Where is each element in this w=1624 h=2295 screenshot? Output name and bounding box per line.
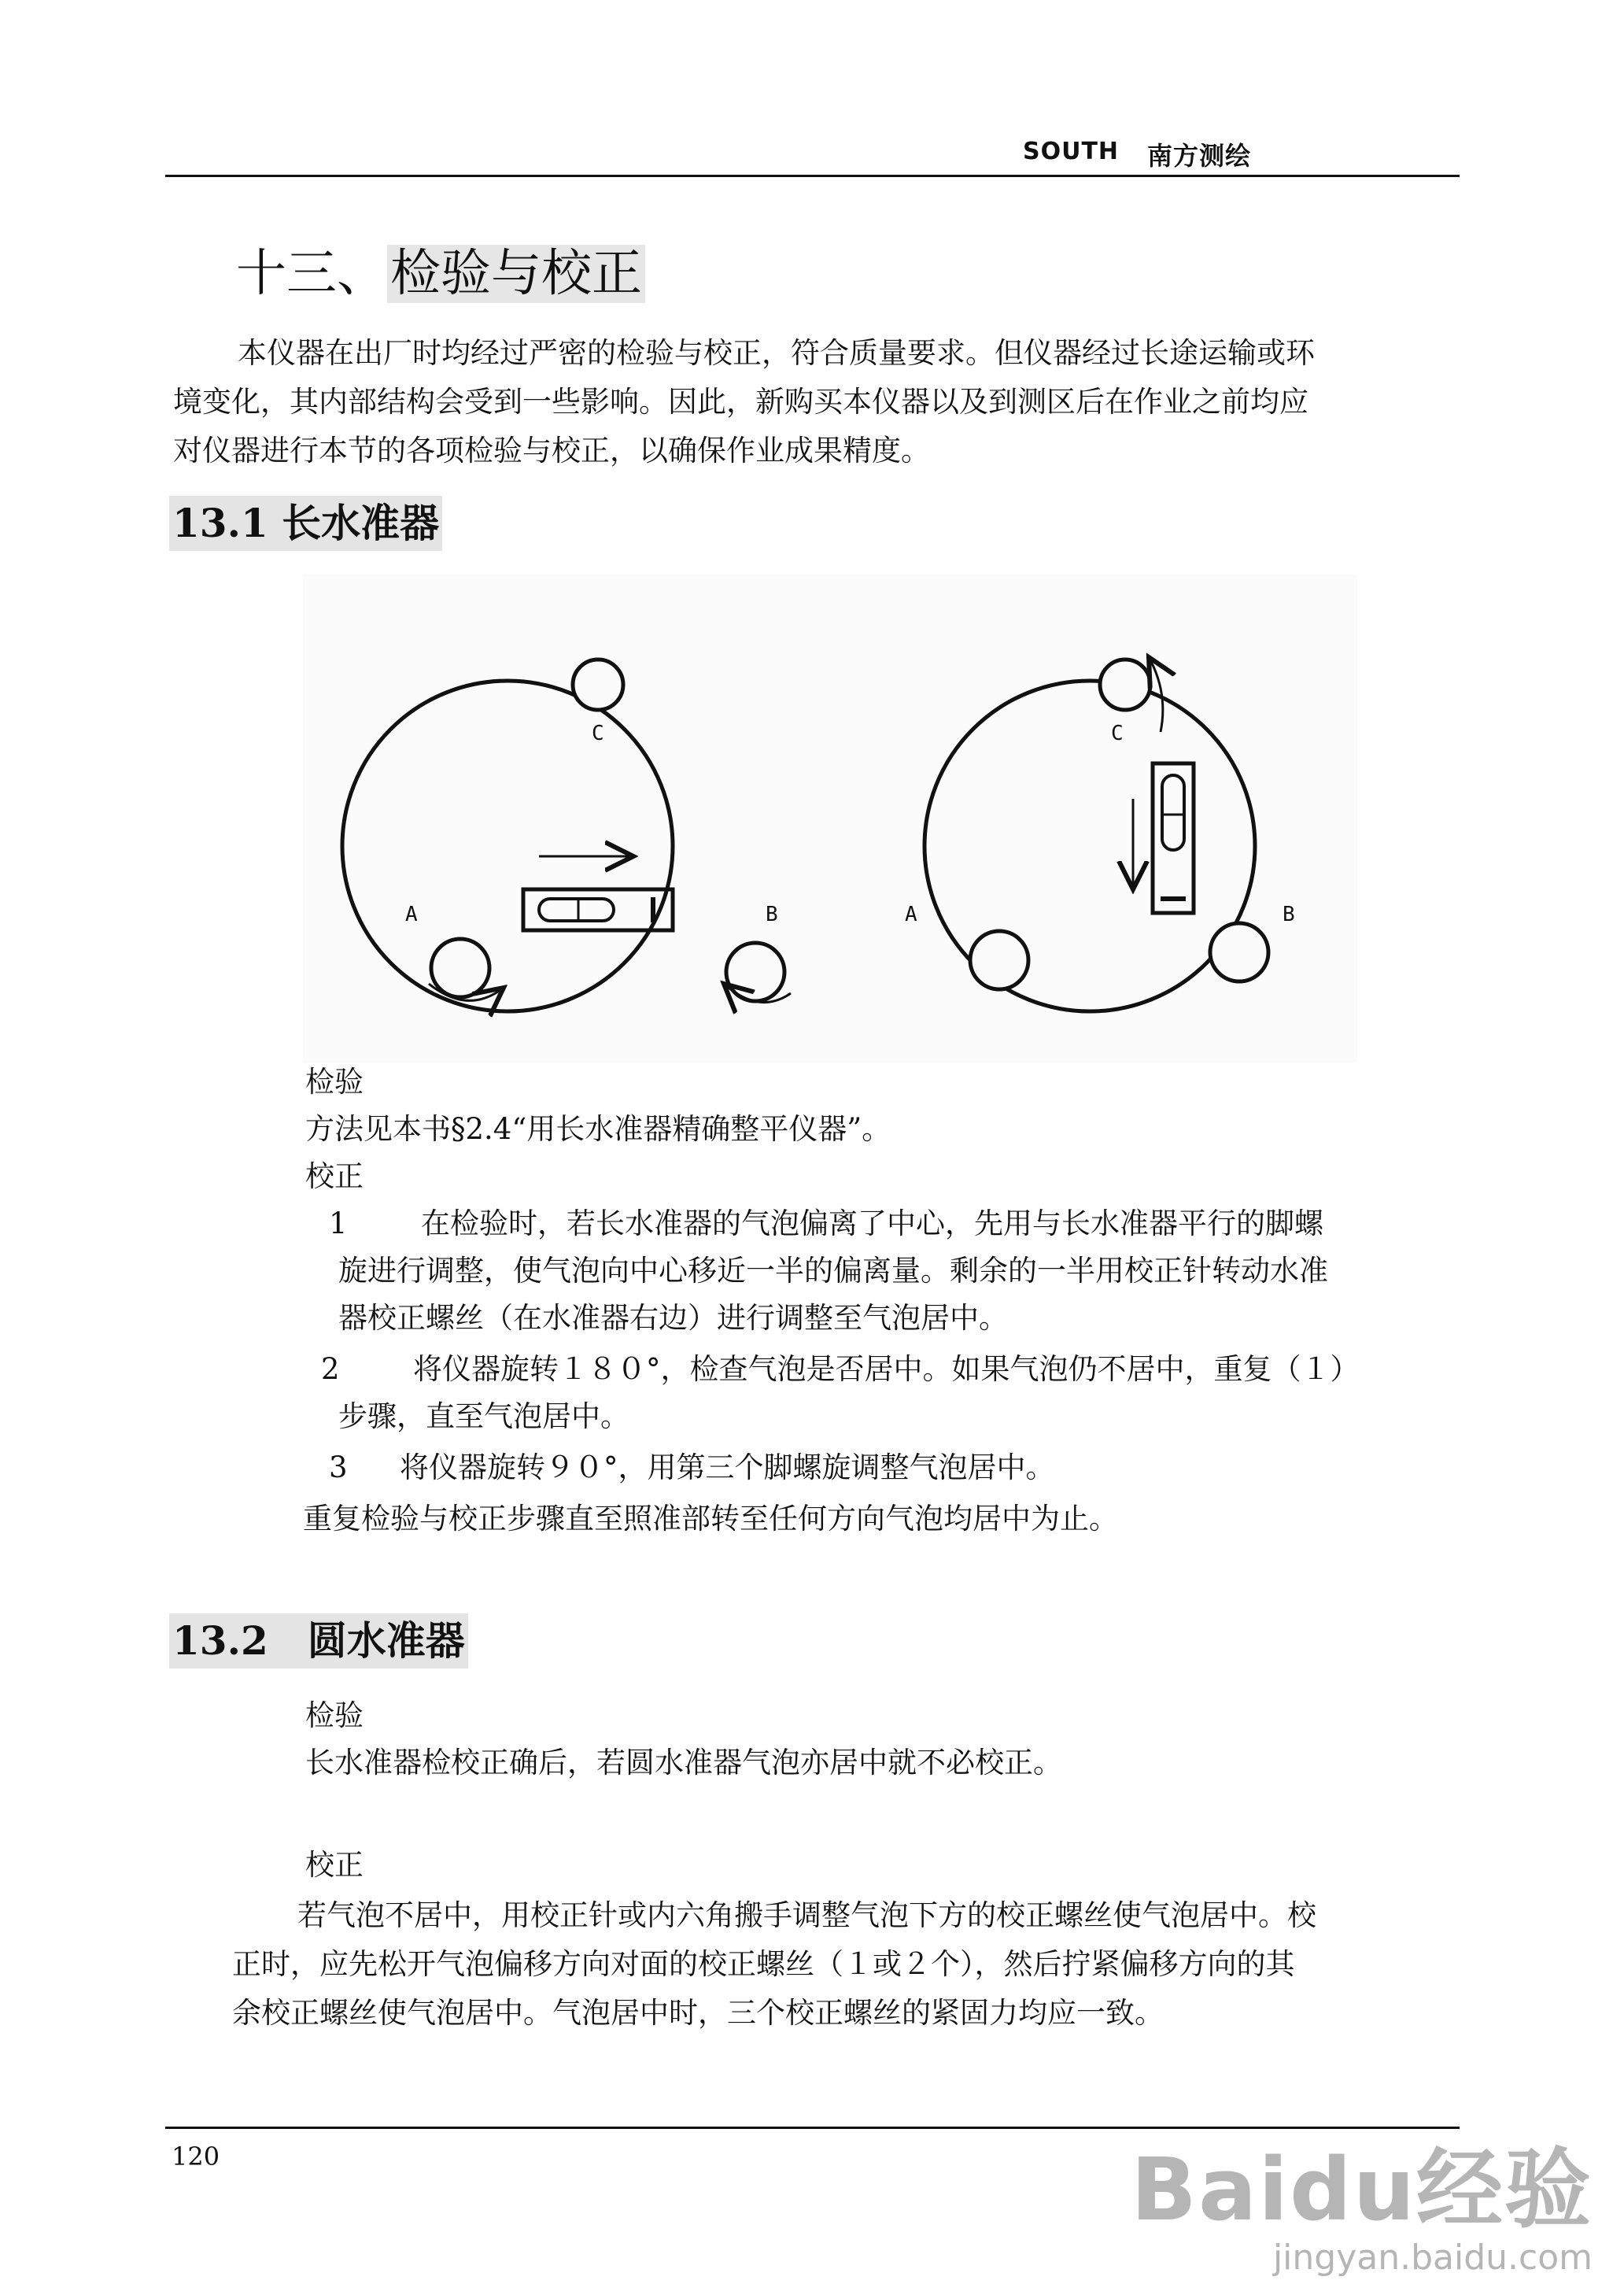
adjust-line: 正时，应先松开气泡偏移方向对面的校正螺丝（１或２个），然后拧紧偏移方向的其 xyxy=(232,1947,1295,1981)
left-label-b: B xyxy=(766,903,778,926)
adjust-paragraph-2 xyxy=(173,1891,1463,2038)
check-heading-2: 检验 xyxy=(305,1698,364,1732)
chapter-title xyxy=(236,242,645,305)
step-line: 旋进行调整，使气泡向中心移近一半的偏离量。剩余的一半用校正针转动水准 xyxy=(338,1254,1328,1288)
step-line: 器校正螺丝（在水准器右边）进行调整至气泡居中。 xyxy=(338,1301,1008,1335)
leveling-diagram xyxy=(303,575,1357,1062)
chapter-intro xyxy=(173,329,1463,475)
right-screw-b xyxy=(1210,923,1268,981)
closing-text-1: 重复检验与校正步骤直至照准部转至任何方向气泡均居中为止。 xyxy=(303,1502,1118,1536)
step-number: 3 xyxy=(329,1451,348,1484)
step-line: 在检验时，若长水准器的气泡偏离了中心，先用与长水准器平行的脚螺 xyxy=(421,1207,1323,1240)
adjust-line: 余校正螺丝使气泡居中。气泡居中时，三个校正螺丝的紧固力均应一致。 xyxy=(232,1996,1164,2030)
left-label-c: C xyxy=(592,722,604,745)
header-rule xyxy=(165,175,1460,177)
right-label-c: C xyxy=(1111,722,1124,745)
adjust-heading-1: 校正 xyxy=(305,1159,364,1193)
step-line: 将仪器旋转９０°，用第三个脚螺旋调整气泡居中。 xyxy=(400,1451,1055,1484)
adjust-heading-2: 校正 xyxy=(305,1848,364,1882)
intro-line: 本仪器在出厂时均经过严密的检验与校正，符合质量要求。但仪器经过长途运输或环 xyxy=(238,336,1315,370)
watermark-sub: jingyan.baidu.com xyxy=(1272,2238,1593,2278)
step-line: 将仪器旋转１８０°，检查气泡是否居中。如果气泡仍不居中，重复（１） xyxy=(413,1352,1360,1386)
intro-line: 境变化，其内部结构会受到一些影响。因此，新购买本仪器以及到测区后在作业之前均应 xyxy=(173,385,1308,419)
header-brand-latin: SOUTH xyxy=(1023,138,1120,165)
watermark-main: Baidu经验 xyxy=(1131,2139,1593,2240)
right-label-a: A xyxy=(905,903,917,926)
leveling-figure xyxy=(303,575,1357,1062)
right-screw-a xyxy=(970,931,1028,989)
footer-rule xyxy=(165,2127,1460,2129)
step-number: 2 xyxy=(321,1352,340,1386)
check-heading-1: 检验 xyxy=(305,1065,364,1099)
right-screw-c xyxy=(1100,660,1150,710)
check-text-2: 长水准器检校正确后，若圆水准器气泡亦居中就不必校正。 xyxy=(305,1746,1062,1779)
left-screw-c xyxy=(573,660,623,710)
adjust-line: 若气泡不居中，用校正针或内六角搬手调整气泡下方的校正螺丝使气泡居中。校 xyxy=(297,1898,1316,1932)
left-screw-a xyxy=(431,939,489,997)
section-title-13-2: 13.2 圆水准器 xyxy=(169,1613,468,1669)
left-label-a: A xyxy=(405,903,418,926)
page-number: 120 xyxy=(172,2142,220,2171)
section-title-13-1: 13.1 长水准器 xyxy=(169,496,442,551)
baidu-watermark xyxy=(1131,2139,1593,2279)
step-number: 1 xyxy=(329,1207,348,1240)
chapter-title-text: 检验与校正 xyxy=(387,245,645,303)
intro-line: 对仪器进行本节的各项检验与校正，以确保作业成果精度。 xyxy=(173,434,930,468)
check-text-1: 方法见本书§2.4“用长水准器精确整平仪器”。 xyxy=(305,1112,891,1146)
right-label-b: B xyxy=(1283,903,1295,926)
chapter-number: 十三、 xyxy=(236,245,387,303)
header-brand-cn: 南方测绘 xyxy=(1147,141,1252,171)
step-line: 步骤，直至气泡居中。 xyxy=(338,1399,629,1433)
